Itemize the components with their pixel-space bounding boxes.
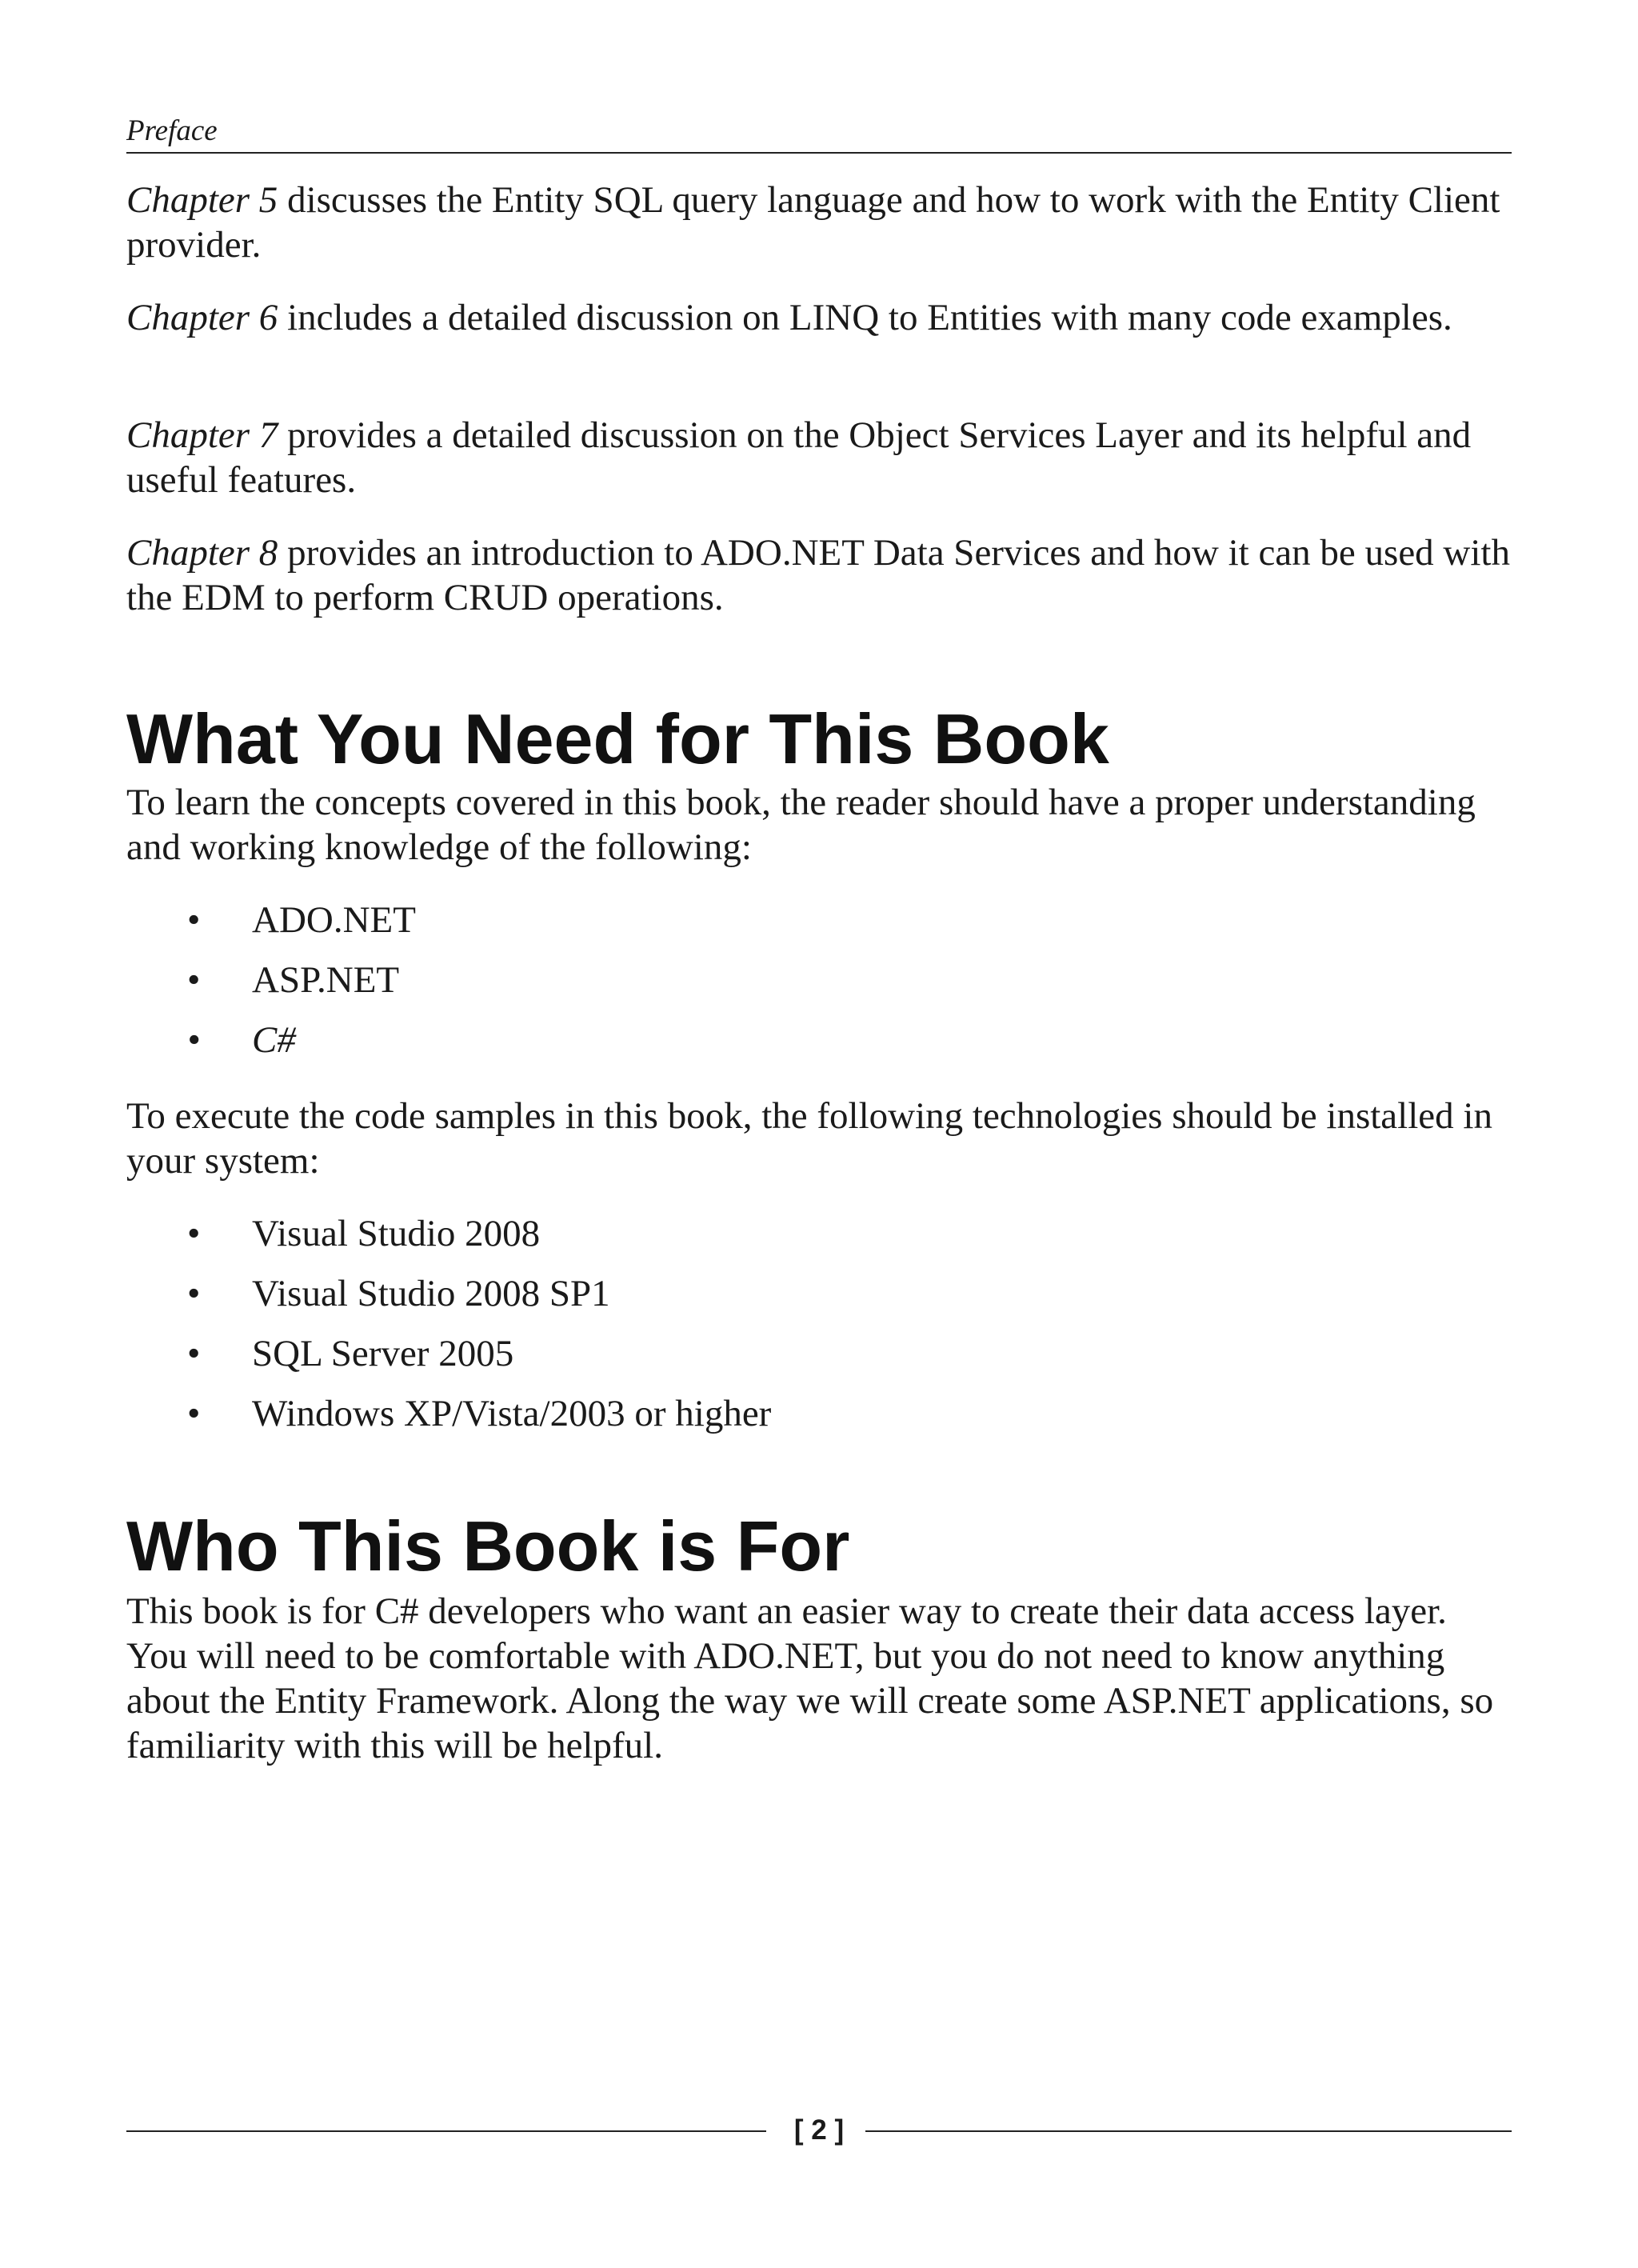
running-head: Preface — [126, 114, 218, 147]
footer-rule-right — [865, 2130, 1512, 2132]
list-item: • Windows XP/Vista/2003 or higher — [126, 1391, 771, 1451]
page-number: [ 2 ] — [793, 2114, 845, 2146]
list-item: • Visual Studio 2008 — [126, 1211, 771, 1271]
list-item: • SQL Server 2005 — [126, 1331, 771, 1391]
chapter-description: includes a detailed discussion on LINQ to Entities with many code examples. — [278, 297, 1452, 338]
chapter-description: discusses the Entity SQL query language and how to work with the Entity Client provider. — [126, 179, 1500, 266]
chapter-ref: Chapter 7 — [126, 414, 278, 456]
footer-rule-left — [126, 2130, 766, 2132]
list-item: • Visual Studio 2008 SP1 — [126, 1271, 771, 1331]
technologies-intro: To execute the code samples in this book, the following technologies should be installed in your system: — [126, 1095, 1492, 1182]
chapter-6-summary — [126, 295, 1512, 340]
list-item: • C# — [126, 1018, 416, 1078]
list-item: • ADO.NET — [126, 898, 416, 958]
technologies-list — [126, 1211, 771, 1451]
chapter-ref: Chapter 8 — [126, 532, 278, 574]
knowledge-list — [126, 898, 416, 1078]
section-heading-what-you-need: What You Need for This Book — [126, 699, 1109, 778]
list-item: • ASP.NET — [126, 958, 416, 1018]
chapter-7-summary — [126, 413, 1512, 502]
requirements-intro: To learn the concepts covered in this book, the reader should have a proper understanding and working knowledge of the following: — [126, 782, 1476, 868]
chapter-description: provides an introduction to ADO.NET Data Services and how it can be used with the EDM to perform CRUD operations. — [126, 532, 1510, 618]
chapter-8-summary — [126, 530, 1512, 620]
section-heading-who-for: Who This Book is For — [126, 1506, 850, 1586]
chapter-ref: Chapter 6 — [126, 297, 278, 338]
audience-paragraph: This book is for C# developers who want an easier way to create their data access layer. You will need to be comfortable with ADO.NET, but you do not need to know anything about the Entity Framework. Along the way we will create some ASP.NET applications, so familiarity with this will be helpful. — [126, 1590, 1494, 1766]
chapter-5-summary — [126, 178, 1512, 267]
page-header — [126, 110, 1512, 154]
chapter-description: provides a detailed discussion on the Object Services Layer and its helpful and useful features. — [126, 414, 1472, 501]
chapter-ref: Chapter 5 — [126, 179, 278, 221]
